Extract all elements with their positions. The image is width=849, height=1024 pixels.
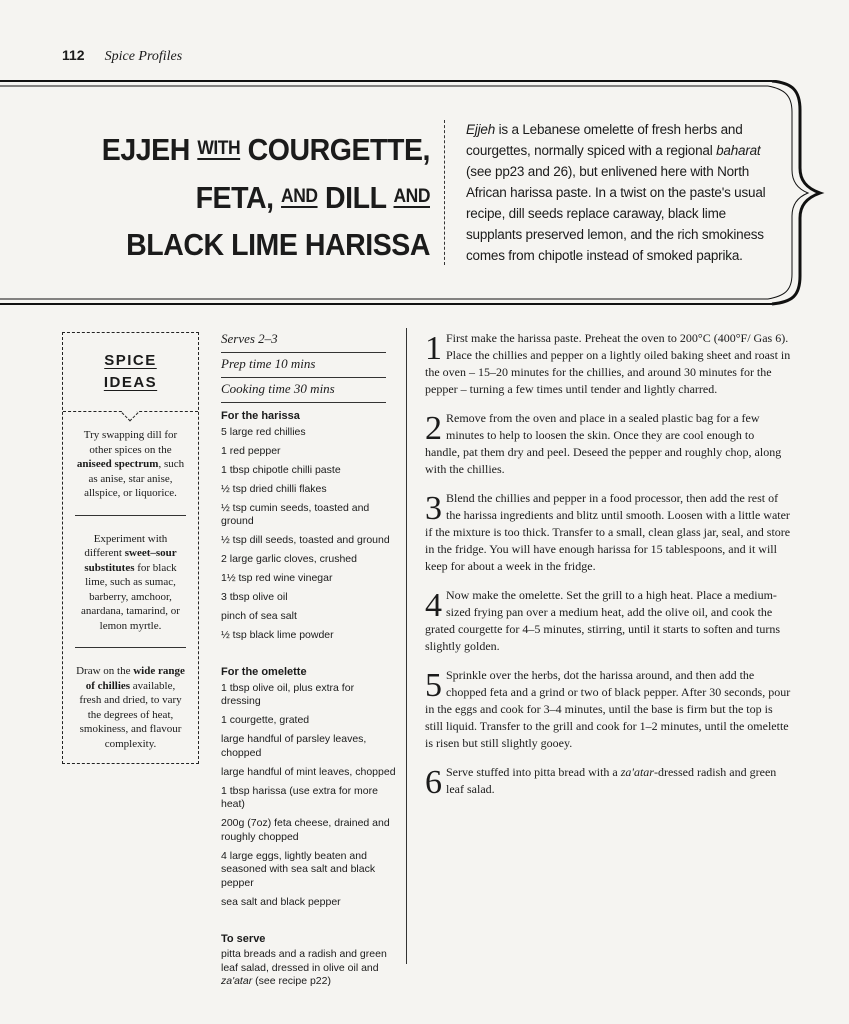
banner-divider — [444, 120, 445, 265]
title-connector: AND — [281, 186, 318, 207]
ingredient: 3 tbsp olive oil — [221, 591, 288, 603]
step-number: 1 — [425, 330, 442, 367]
prep-time: Prep time 10 mins — [221, 353, 386, 378]
intro-paragraph — [466, 119, 776, 266]
ingredient: large handful of mint leaves, chopped — [221, 765, 396, 778]
title-banner — [0, 80, 849, 306]
title-line: BLACK LIME HARISSA — [126, 227, 430, 262]
ingredients — [221, 410, 396, 989]
step-number: 2 — [425, 410, 442, 447]
ingredient: 1 tbsp olive oil, plus extra for dressing — [221, 681, 355, 707]
method-step: 1 First make the harissa paste. Preheat the oven to 200°C (400°F/ Gas 6). Place the chillies and pepper on a lightly oiled baking sheet and roast in the oven – 15–20 minutes for the chillies, and around 30 minutes for the pepper – turning a few times until tender and lightly charred. — [425, 330, 791, 396]
intro-term: baharat — [716, 143, 761, 158]
harissa-list — [221, 426, 396, 643]
ingredient: 1 tbsp harissa (use extra for more heat) — [221, 784, 378, 810]
method-steps — [425, 330, 791, 810]
step-number: 3 — [425, 490, 442, 527]
ingredient: 1½ tsp red wine vinegar — [221, 572, 333, 584]
title-word: FETA, — [195, 180, 274, 215]
title-connector: WITH — [197, 138, 241, 159]
title-word: COURGETTE, — [247, 132, 430, 167]
ingredient: large handful of parsley leaves, chopped — [221, 733, 367, 759]
page-number: 112 — [62, 47, 85, 63]
step-number: 5 — [425, 667, 442, 704]
step-number: 4 — [425, 587, 442, 624]
method-step: 3 Blend the chillies and pepper in a food processor, then add the rest of the harissa ingredients and blitz until smooth. Loosen with a little water if the mixture is too thick. Transfer to a small, clean glass jar, seal, and store in the fridge. You will have enough harissa for 15 tablespoons, and it will keep for about a week in the fridge. — [425, 490, 791, 573]
ingredient: 1 tbsp chipotle chilli paste — [221, 463, 341, 476]
column-divider — [406, 328, 407, 964]
title-word: DILL — [325, 180, 387, 215]
cooking-time: Cooking time 30 mins — [221, 378, 386, 403]
method-step: 5 Sprinkle over the herbs, dot the harissa around, and then add the chopped feta and a grind or two of black pepper. After 30 seconds, pour in the eggs and cook for 3–4 minutes, until the base is firm but the top is still liquid. Transfer to the grill and cook for 1–2 minutes, until the omelette is risen but still slightly gooey. — [425, 667, 791, 750]
omelette-list — [221, 682, 396, 910]
page-header — [62, 47, 182, 65]
ingredient: 2 large garlic cloves, crushed — [221, 553, 357, 565]
serves: Serves 2–3 — [221, 328, 386, 353]
spice-tip: Experiment with different sweet–sour substitutes for black lime, such as sumac, barberry, amchoor, anardana, tamarind, or lemon myrtle. — [75, 515, 186, 648]
method-step: 6 Serve stuffed into pitta bread with a za'atar-dressed radish and green leaf salad. — [425, 764, 777, 801]
title-word: EJJEH — [101, 132, 190, 167]
section-name: Spice Profiles — [104, 49, 183, 64]
ingredient: 1 courgette, grated — [221, 714, 310, 726]
ingredient: ½ tsp dried chilli flakes — [221, 482, 327, 495]
ingredient: pinch of sea salt — [221, 610, 297, 622]
method-step: 2 Remove from the oven and place in a sealed plastic bag for a few minutes to help to loosen the skin. Once they are cool enough to handle, pat them dry and peel. Deseed the pepper and roughly chop, along with the chillies. — [425, 410, 782, 476]
ingredient: ½ tsp cumin seeds, toasted and ground — [221, 501, 370, 527]
ingredient: sea salt and black pepper — [221, 895, 341, 908]
ingredient: 4 large eggs, lightly beaten and seasoned with sea salt and black pepper — [221, 849, 376, 889]
intro-text: (see pp23 and 26), but enlivened here with North African harissa paste. In a twist on the paste's usual recipe, dill seeds replace caraway, black lime supplants preserved lemon, and the rich smokiness comes from chipotle instead of smoked paprika. — [466, 164, 766, 263]
spice-ideas-box — [62, 332, 199, 764]
step-number: 6 — [425, 764, 442, 801]
recipe-title — [71, 125, 430, 268]
omelette-heading: For the omelette — [221, 666, 307, 678]
ingredient: ½ tsp black lime powder — [221, 629, 334, 641]
serve-heading: To serve — [221, 932, 266, 945]
spice-tip: Draw on the wide range of chillies available, fresh and dried, to vary the degrees of heat, smokiness, and flavour complexity. — [75, 647, 186, 765]
title-connector: AND — [393, 186, 430, 207]
method-step: 4 Now make the omelette. Set the grill to a high heat. Place a medium-sized frying pan over a medium heat, add the olive oil, and cook the grated courgette for 4–5 minutes, stirring, until it starts to soften and turns slightly golden. — [425, 587, 781, 653]
ingredient: 1 red pepper — [221, 444, 281, 457]
intro-term: Ejjeh — [466, 122, 496, 137]
ingredient: 5 large red chillies — [221, 425, 306, 438]
serve-text: pitta breads and a radish and green leaf salad, dressed in olive oil and za'atar (see recipe p22) — [221, 948, 387, 987]
ingredient: 200g (7oz) feta cheese, drained and roughly chopped — [221, 817, 390, 843]
spice-ideas-heading: SPICE IDEAS — [63, 333, 198, 412]
recipe-meta — [221, 328, 386, 403]
intro-text: is a Lebanese omelette of fresh herbs and courgettes, normally spiced with a regional — [466, 122, 743, 158]
ingredient: ½ tsp dill seeds, toasted and ground — [221, 534, 390, 546]
spice-tip: Try swapping dill for other spices on the aniseed spectrum, such as anise, star anise, allspice, or liquorice. — [76, 429, 185, 499]
harissa-heading: For the harissa — [221, 410, 300, 422]
